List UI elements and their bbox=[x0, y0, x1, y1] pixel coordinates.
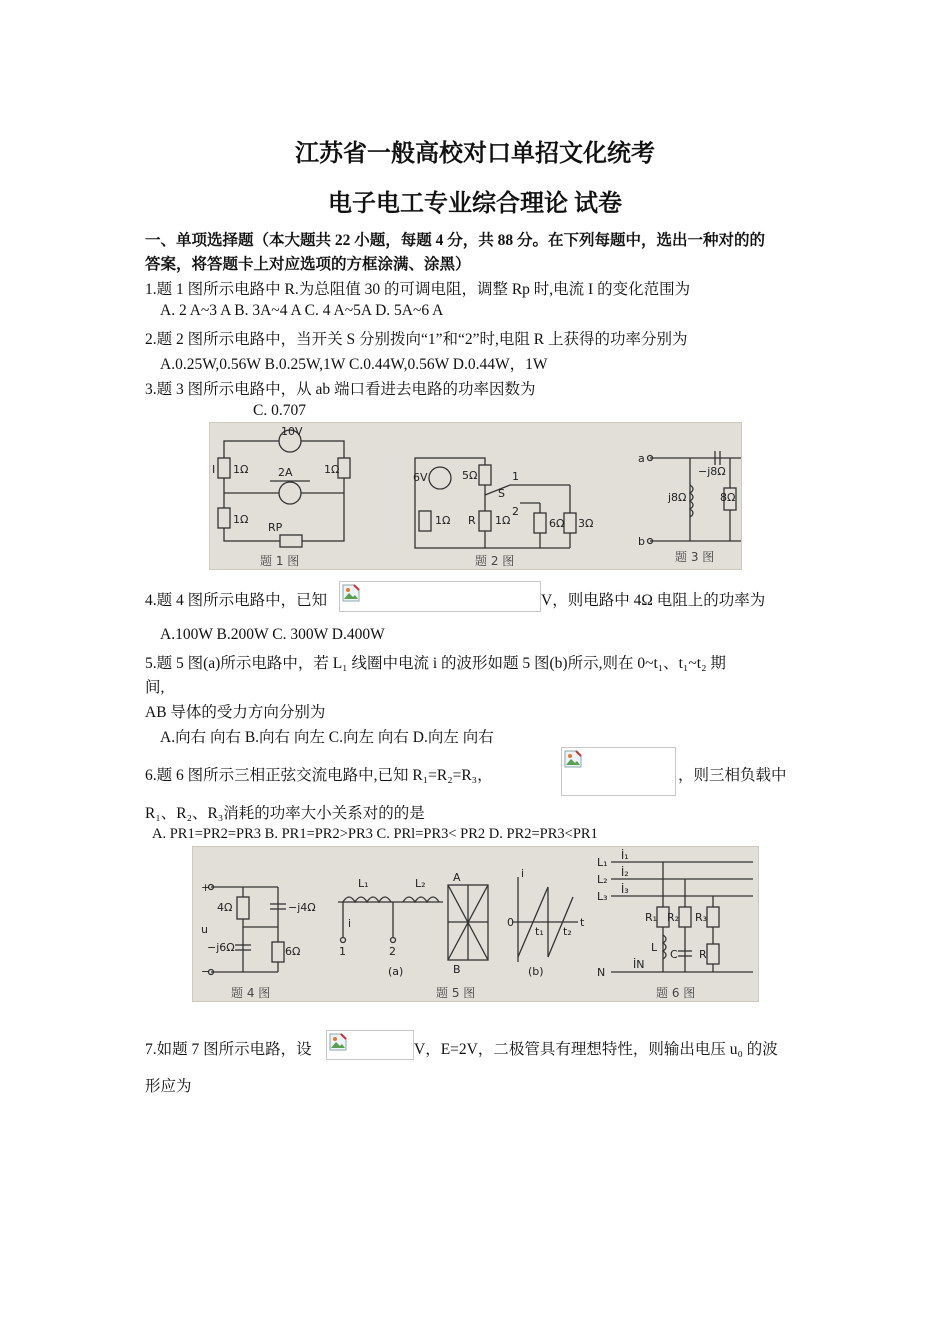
broken-image-icon bbox=[329, 1033, 347, 1051]
fig4-label-6ohm: 6Ω bbox=[285, 945, 301, 958]
fig2-label-5ohm: 5Ω bbox=[462, 469, 478, 482]
fig4-caption: 题 4 图 bbox=[231, 986, 271, 1000]
fig3-caption: 题 3 图 bbox=[675, 550, 715, 564]
fig1-caption: 题 1 图 bbox=[260, 554, 300, 568]
question-2: 2.题 2 图所示电路中，当开关 S 分别拨向“1”和“2”时,电阻 R 上获得的功率分别为 bbox=[145, 331, 688, 348]
fig6-label-i2: İ₂ bbox=[621, 866, 629, 879]
fig4-label-xc4: −j4Ω bbox=[288, 901, 316, 914]
fig6-label-i1: İ₁ bbox=[621, 849, 629, 862]
fig1-label-2a: 2A bbox=[278, 466, 293, 479]
question-5-line1: 5.题 5 图(a)所示电路中，若 L₁ 线圈中电流 i 的波形如题 5 图(b)所示,则在 0~t₁、t₁~t₂ 期 bbox=[145, 655, 726, 672]
fig1-label-10v: 10V bbox=[281, 425, 303, 438]
fig5-label-i-axis: i bbox=[521, 867, 525, 880]
fig3-label-b: b bbox=[638, 535, 645, 548]
fig1-label-r1a: 1Ω bbox=[233, 463, 249, 476]
fig5-label-zero: 0 bbox=[507, 916, 514, 929]
fig6-label-r2: R₂ bbox=[667, 911, 680, 924]
fig5-label-l2: L₂ bbox=[415, 877, 426, 890]
question-2-options: A.0.25W,0.56W B.0.25W,1W C.0.44W,0.56W D.0.44W，1W bbox=[160, 356, 548, 373]
fig6-label-n: N bbox=[597, 966, 606, 979]
question-4-options: A.100W B.200W C. 300W D.400W bbox=[160, 626, 385, 643]
fig2-label-6v: 6V bbox=[413, 471, 428, 484]
fig5-label-term1: 1 bbox=[339, 945, 346, 958]
fig2-label-3ohm: 3Ω bbox=[578, 517, 594, 530]
section-heading-line2: 答案，将答题卡上对应选项的方框涂满、涂黑） bbox=[145, 256, 471, 273]
question-6-prefix: 6.题 6 图所示三相正弦交流电路中,已知 R₁=R₂=R₃， bbox=[145, 767, 493, 784]
question-4-suffix: V，则电路中 4Ω 电阻上的功率为 bbox=[541, 592, 766, 609]
question-1-options: A. 2 A~3 A B. 3A~4 A C. 4 A~5A D. 5A~6 A bbox=[160, 302, 444, 319]
question-6-line2: R₁、R₂、R₃消耗的功率大小关系对的的是 bbox=[145, 805, 425, 822]
fig4-label-xc6: −j6Ω bbox=[207, 941, 235, 954]
fig6-label-r: R bbox=[699, 948, 707, 961]
fig6-label-r3: R₃ bbox=[695, 911, 708, 924]
fig2-label-switch: S bbox=[498, 487, 505, 500]
fig2-label-pos2: 2 bbox=[512, 505, 519, 518]
fig2-label-r: R bbox=[468, 514, 476, 527]
fig4-label-plus: + bbox=[201, 881, 211, 894]
fig5-label-i: i bbox=[348, 917, 352, 930]
missing-formula-image-q6 bbox=[561, 747, 676, 796]
fig4-label-minus: − bbox=[201, 965, 211, 978]
fig2-caption: 题 2 图 bbox=[475, 554, 515, 568]
fig3-label-a: a bbox=[638, 452, 645, 465]
fig4-label-4ohm: 4Ω bbox=[217, 901, 233, 914]
fig5-label-t-axis: t bbox=[580, 916, 585, 929]
fig3-label-xl: j8Ω bbox=[668, 491, 687, 504]
fig6-label-l3: L₃ bbox=[597, 890, 608, 903]
fig2-label-6ohm: 6Ω bbox=[549, 517, 565, 530]
fig1-label-rp: RP bbox=[268, 521, 283, 534]
fig4-label-u: u bbox=[201, 923, 208, 936]
figure-row-1 bbox=[209, 422, 742, 570]
fig1-label-r1c: 1Ω bbox=[233, 513, 249, 526]
fig5-label-a: A bbox=[453, 871, 461, 884]
fig5-label-l1: L₁ bbox=[358, 877, 369, 890]
figure-row-2 bbox=[192, 846, 759, 1002]
question-5-options: A.向右 向右 B.向右 向左 C.向左 向右 D.向左 向右 bbox=[160, 729, 494, 746]
question-4-prefix: 4.题 4 图所示电路中，已知 bbox=[145, 592, 328, 609]
fig6-label-i3: İ₃ bbox=[621, 883, 629, 896]
question-3: 3.题 3 图所示电路中，从 ab 端口看进去电路的功率因数为 bbox=[145, 381, 536, 398]
broken-image-icon bbox=[564, 750, 582, 768]
fig5-label-t1: t₁ bbox=[535, 925, 544, 938]
fig6-label-c: C bbox=[670, 948, 678, 961]
fig3-label-xc: −j8Ω bbox=[698, 465, 726, 478]
fig5-label-t2: t₂ bbox=[563, 925, 572, 938]
missing-formula-image-q4 bbox=[339, 581, 541, 612]
question-1: 1.题 1 图所示电路中 R.为总阻值 30 的可调电阻，调整 Rp 时,电流 I 的变化范围为 bbox=[145, 281, 691, 298]
fig6-label-l1: L₁ bbox=[597, 856, 608, 869]
fig1-label-r1b: 1Ω bbox=[324, 463, 340, 476]
fig5-label-term2: 2 bbox=[389, 945, 396, 958]
fig5-label-sub-a: (a) bbox=[388, 965, 404, 978]
question-6-options: A. PR1=PR2=PR3 B. PR1=PR2>PR3 C. PRl=PR3< PR2 D. PR2=PR3<PR1 bbox=[152, 826, 598, 842]
missing-formula-image-q7 bbox=[326, 1030, 414, 1060]
fig1-label-current: I bbox=[212, 463, 216, 476]
fig6-caption: 题 6 图 bbox=[656, 986, 696, 1000]
fig5-caption: 题 5 图 bbox=[436, 986, 476, 1000]
fig2-label-pos1: 1 bbox=[512, 470, 519, 483]
question-5-line3: AB 导体的受力方向分别为 bbox=[145, 704, 326, 721]
fig6-label-r1: R₁ bbox=[645, 911, 658, 924]
question-6-suffix: ，则三相负载中 bbox=[678, 767, 787, 784]
question-7-line2: 形应为 bbox=[145, 1078, 192, 1095]
document-subtitle: 电子电工专业综合理论 试卷 bbox=[328, 191, 622, 217]
fig5-label-sub-b: (b) bbox=[528, 965, 544, 978]
fig3-label-8ohm: 8Ω bbox=[720, 491, 736, 504]
section-heading-line1: 一、单项选择题（本大题共 22 小题，每题 4 分，共 88 分。在下列每题中，选出一种对的的 bbox=[145, 232, 766, 249]
fig5-label-b: B bbox=[453, 963, 461, 976]
question-3-option-c: C. 0.707 bbox=[253, 402, 306, 419]
fig6-label-l2: L₂ bbox=[597, 873, 608, 886]
fig2-label-r1e: 1Ω bbox=[495, 514, 511, 527]
fig6-label-l: L bbox=[651, 941, 658, 954]
fig2-label-r1d: 1Ω bbox=[435, 514, 451, 527]
fig6-label-in: İN bbox=[633, 958, 645, 971]
broken-image-icon bbox=[342, 584, 360, 602]
question-7-suffix: V，E=2V，二极管具有理想特性，则输出电压 u₀ 的波 bbox=[414, 1041, 778, 1058]
question-5-line2: 间, bbox=[145, 679, 165, 696]
document-title: 江苏省一般高校对口单招文化统考 bbox=[295, 141, 655, 167]
question-7-prefix: 7.如题 7 图所示电路，设 bbox=[145, 1041, 312, 1058]
